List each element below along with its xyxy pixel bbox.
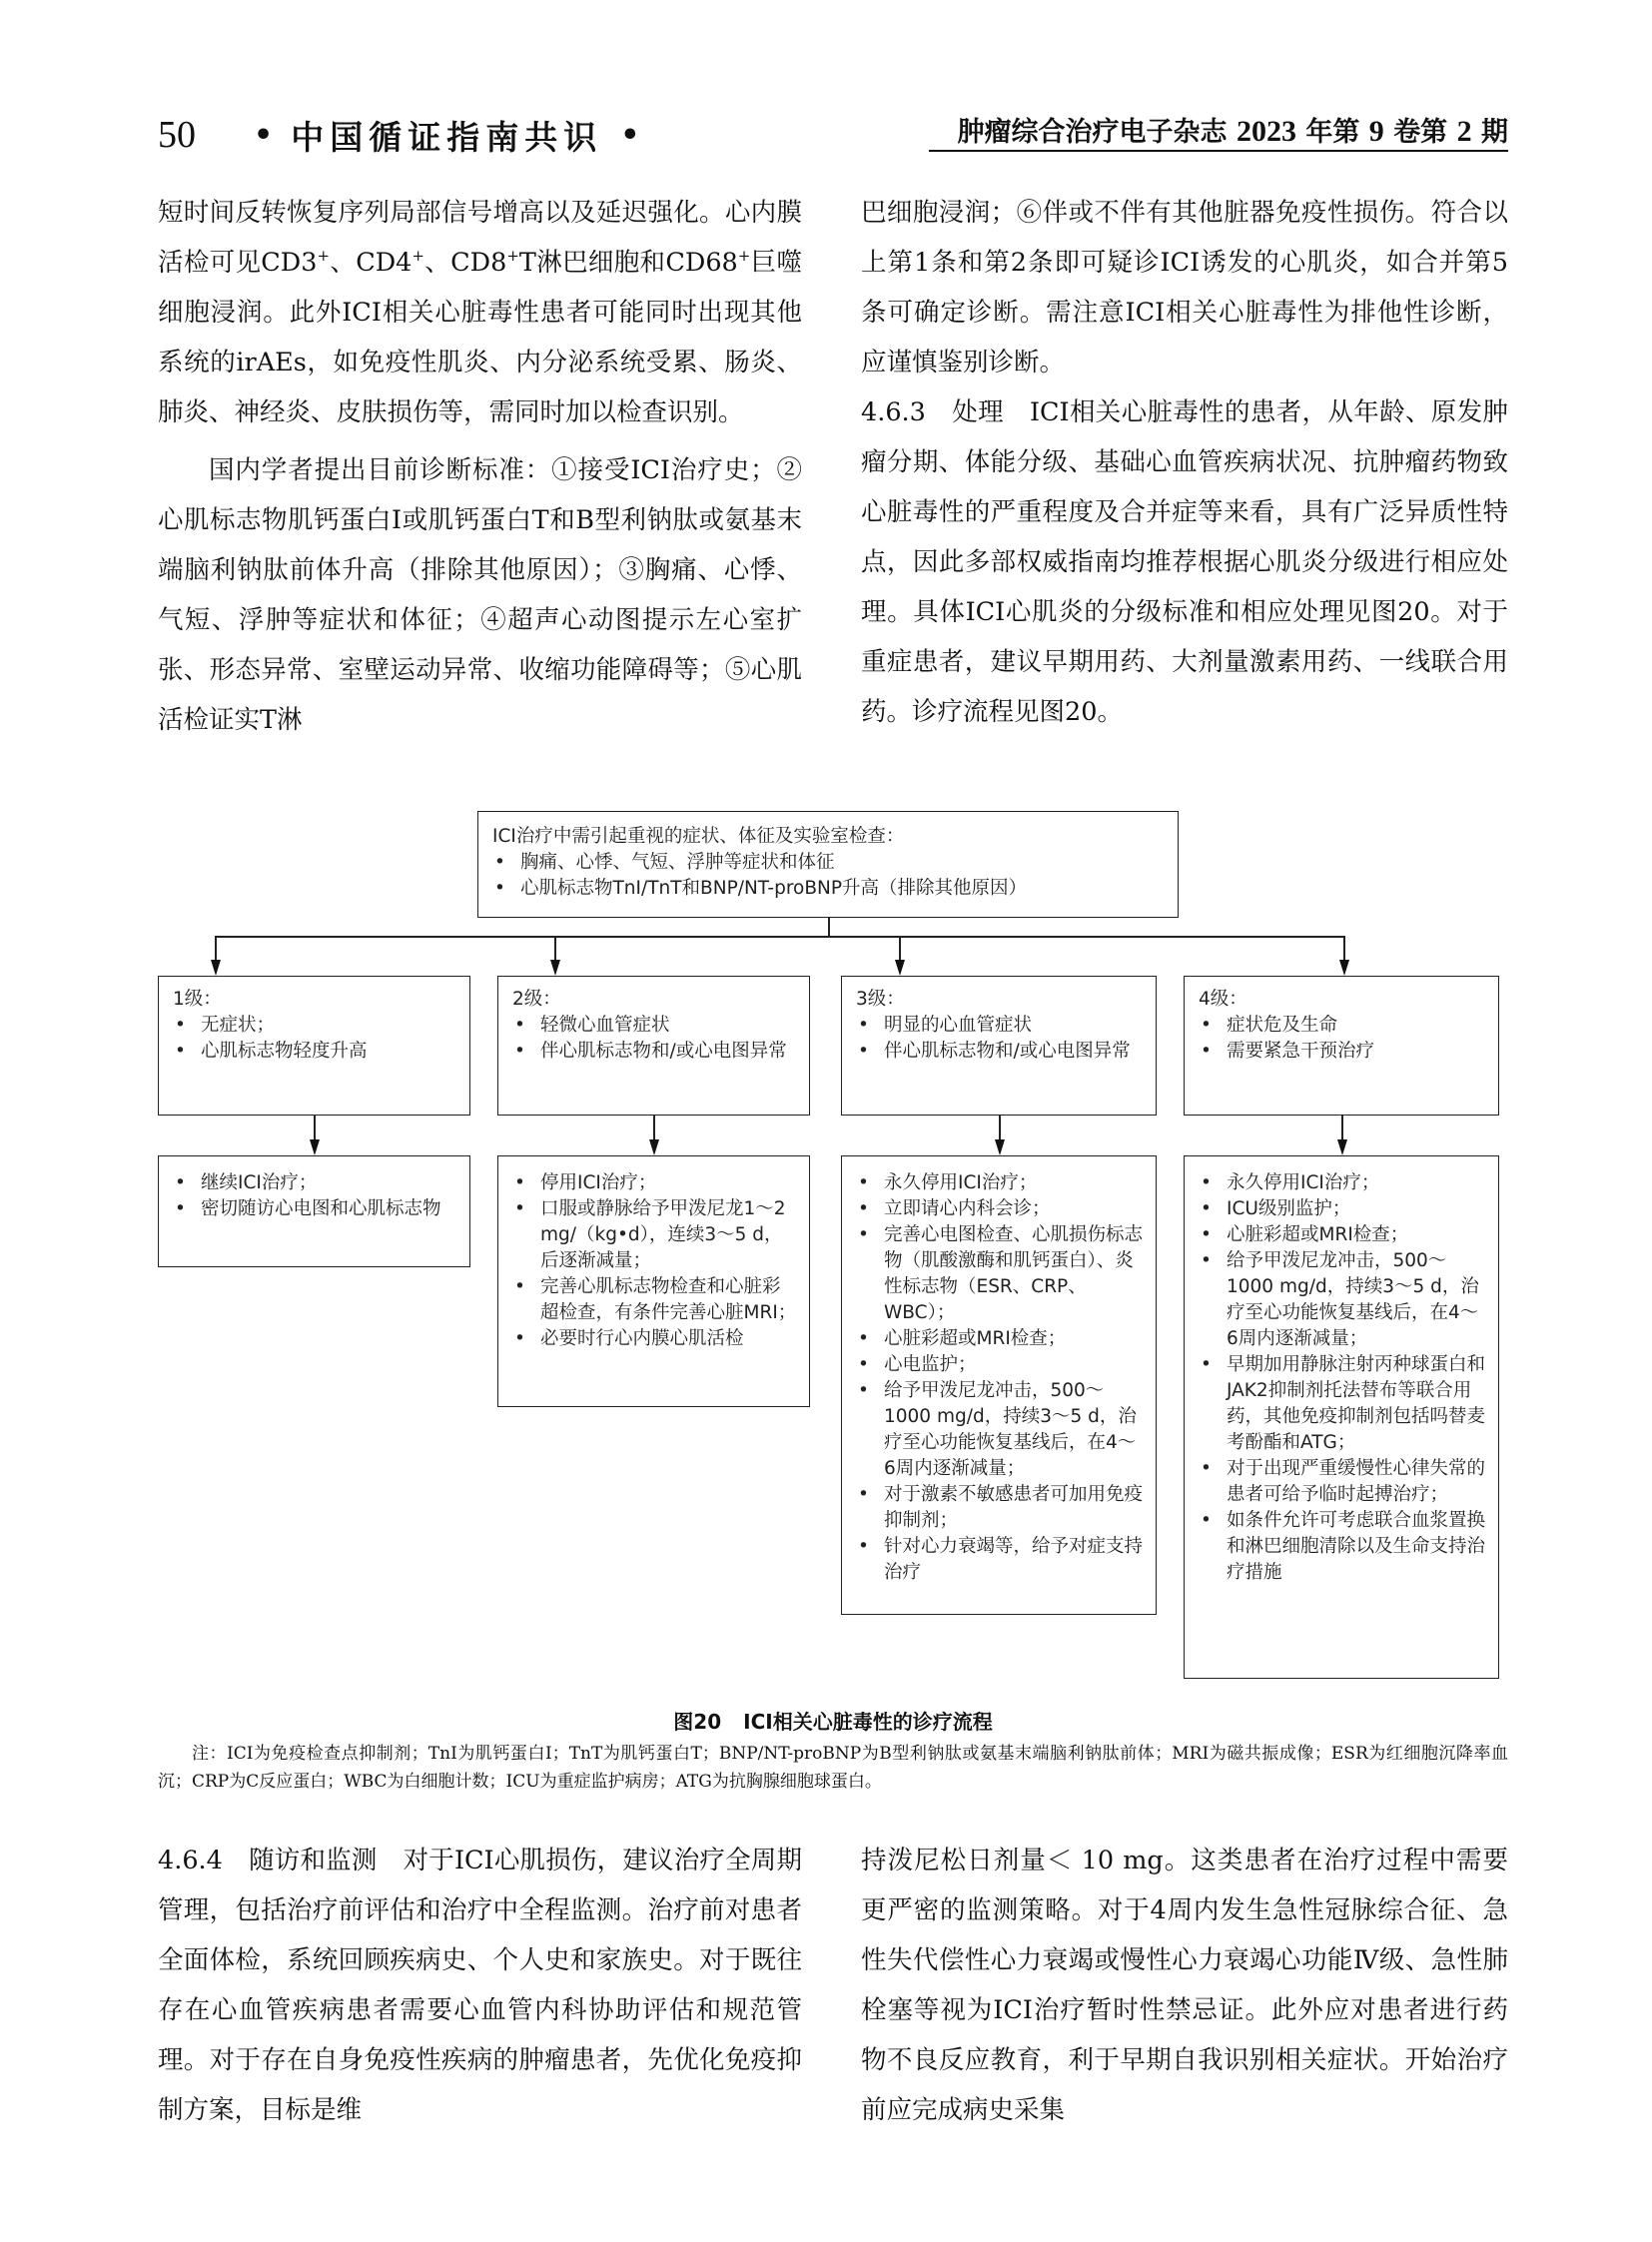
section-title: 处理: [951, 397, 1004, 427]
text: T淋巴细胞和CD68: [518, 248, 738, 278]
header-rule: [929, 150, 1508, 152]
list-item: • 对于出现严重缓慢性心律失常的患者可给予临时起搏治疗；: [1199, 1456, 1486, 1508]
text: 、CD4: [330, 248, 413, 278]
paragraph-diagnosis-criteria: 国内学者提出目前诊断标准：①接受ICI治疗史；②心肌标志物肌钙蛋白Ⅰ或肌钙蛋白T和B型利钠肽或氨基末端脑利钠肽前体升高（排除其他原因）；③胸痛、心悸、气短、浮肿等症状和体征；④超声心动图提示左心室扩张、形态异常、室壁运动异常、收缩功能障碍等；⑤心肌活检证实T淋: [158, 455, 802, 735]
list-item: • 完善心电图检查、心肌损伤标志物（肌酸激酶和肌钙蛋白）、炎性标志物（ESR、CRP、WBC）；: [856, 1222, 1144, 1326]
grade-box-2: [497, 976, 810, 1116]
figure-label: 图20: [673, 1710, 722, 1734]
connector-line: [314, 1116, 316, 1141]
arrow-down-icon: [649, 1139, 659, 1155]
section-number: 4.6.3: [861, 397, 926, 427]
paragraph: [158, 188, 802, 437]
journal-name: 肿瘤综合治疗电子杂志: [957, 117, 1228, 148]
series-title: 中国循证指南共识: [291, 117, 603, 157]
text: 、CD8: [423, 248, 507, 278]
connector-line: [999, 1116, 1001, 1141]
body-column-left-bottom: [158, 1836, 802, 2135]
list-item: • 无症状；: [173, 1013, 457, 1039]
list-item: • 心脏彩超或MRI检查；: [856, 1326, 1144, 1352]
list-item: • ICU级别监护；: [1199, 1196, 1486, 1222]
arrow-down-icon: [895, 960, 905, 976]
superscript: +: [317, 247, 331, 265]
arrow-down-icon: [550, 960, 560, 976]
grade-box-4: [1184, 976, 1499, 1116]
list-item: • 伴心肌标志物和/或心电图异常: [512, 1039, 797, 1065]
journal-issue: 2: [1456, 115, 1472, 148]
list-item: • 给予甲泼尼龙冲击，500～1000 mg/d，持续3～5 d，治疗至心功能恢复基线后，在4～6周内逐渐减量；: [856, 1378, 1144, 1482]
page-number: 50: [158, 114, 196, 156]
list-item: • 继续ICI治疗；: [173, 1170, 457, 1196]
section-title: 随访和监测: [248, 1846, 378, 1875]
connector-line: [1341, 1116, 1343, 1141]
list-item: • 心电监护；: [856, 1352, 1144, 1378]
text: 巨噬细胞浸润。此外ICI相关心脏毒性患者可能同时出现其他系统的irAEs，如免疫性肌炎、内分泌系统受累、肠炎、肺炎、神经炎、皮肤损伤等，需同时加以检查识别。: [158, 248, 802, 427]
flowchart-top-box: [477, 811, 1179, 918]
list-item: • 心脏彩超或MRI检查；: [1199, 1222, 1486, 1248]
journal-issue-unit: 期: [1481, 117, 1508, 148]
list-item: • 如条件允许可考虑联合血浆置换和淋巴细胞清除以及生命支持治疗措施: [1199, 1508, 1486, 1586]
list-item: • 给予甲泼尼龙冲击，500～1000 mg/d，持续3～5 d，治疗至心功能恢复基线后，在4～6周内逐渐减量；: [1199, 1248, 1486, 1352]
treatment-box-grade-4: [1184, 1155, 1499, 1679]
list-item: • 永久停用ICI治疗；: [1199, 1170, 1486, 1196]
running-header-left: [158, 110, 657, 160]
grade-heading: 1级：: [173, 989, 222, 1010]
list-item: • 早期加用静脉注射丙种球蛋白和JAK2抑制剂托法替布等联合用药，其他免疫抑制剂包括吗替麦考酚酯和ATG；: [1199, 1352, 1486, 1456]
list-item: • 完善心肌标志物检查和心脏彩超检查，有条件完善心脏MRI；: [512, 1274, 797, 1326]
list-item: • 密切随访心电图和心肌标志物: [173, 1196, 457, 1222]
top-box-heading: ICI治疗中需引起重视的症状、体征及实验室检查：: [492, 826, 905, 847]
list-item: • 口服或静脉给予甲泼尼龙1～2 mg/（kg•d），连续3～5 d，后逐渐减量；: [512, 1196, 797, 1274]
paragraph: 巴细胞浸润；⑥伴或不伴有其他脏器免疫性损伤。符合以上第1条和第2条即可疑诊ICI诱发的心肌炎，如合并第5条可确定诊断。需注意ICI相关心脏毒性为排他性诊断，应谨慎鉴别诊断。: [861, 198, 1508, 377]
grade-heading: 4级：: [1199, 989, 1247, 1010]
body-column-right-bottom: [861, 1836, 1508, 2135]
arrow-down-icon: [1337, 1139, 1347, 1155]
grade-box-3: [841, 976, 1157, 1116]
superscript: +: [737, 247, 751, 265]
superscript: +: [506, 247, 519, 265]
connector-line: [899, 936, 901, 962]
list-item: • 心肌标志物TnI/TnT和BNP/NT-proBNP升高（排除其他原因）: [492, 876, 1166, 902]
connector-line: [828, 918, 830, 937]
list-item: • 针对心力衰竭等，给予对症支持治疗: [856, 1534, 1144, 1586]
list-item: • 心肌标志物轻度升高: [173, 1039, 457, 1065]
grade-box-1: [158, 976, 470, 1116]
treatment-box-grade-3: [841, 1155, 1157, 1615]
arrow-down-icon: [995, 1139, 1005, 1155]
grade-heading: 3级：: [856, 989, 905, 1010]
paragraph: 持泼尼松日剂量＜ 10 mg。这类患者在治疗过程中需要更严密的监测策略。对于4周内发生急性冠脉综合征、急性失代偿性心力衰竭或慢性心力衰竭心功能Ⅳ级、急性肺栓塞等视为ICI治疗暂时性禁忌证。此外应对患者进行药物不良反应教育，利于早期自我识别相关症状。开始治疗前应完成病史采集: [861, 1846, 1508, 2125]
arrow-down-icon: [211, 960, 221, 976]
superscript: +: [412, 247, 424, 265]
connector-line: [653, 1116, 655, 1141]
list-item: • 必要时行心内膜心肌活检: [512, 1326, 797, 1352]
connector-line: [554, 936, 556, 962]
figure-note: 注：ICI为免疫检查点抑制剂；TnI为肌钙蛋白I；TnT为肌钙蛋白T；BNP/NT-proBNP为B型利钠肽或氨基末端脑利钠肽前体；MRI为磁共振成像；ESR为红细胞沉降率血沉；CRP为C反应蛋白；WBC为白细胞计数；ICU为重症监护病房；ATG为抗胸腺细胞球蛋白。: [158, 1744, 1508, 1792]
list-item: • 症状危及生命: [1199, 1013, 1486, 1039]
section-4-6-4: [158, 1836, 802, 2135]
section-number: 4.6.4: [158, 1846, 223, 1875]
text: 短时间反转恢复序列局部信号增高以及延迟强化。心内膜活检可见CD3: [158, 198, 802, 278]
journal-volume: 9: [1368, 115, 1384, 148]
list-item: • 需要紧急干预治疗: [1199, 1039, 1486, 1065]
list-item: • 明显的心血管症状: [856, 1013, 1144, 1039]
list-item: • 立即请心内科会诊；: [856, 1196, 1144, 1222]
figure-title: ICI相关心脏毒性的诊疗流程: [743, 1710, 993, 1734]
list-item: • 对于激素不敏感患者可加用免疫抑制剂；: [856, 1482, 1144, 1534]
journal-year-unit: 年第: [1305, 117, 1360, 148]
journal-header: [929, 110, 1508, 149]
list-item: • 永久停用ICI治疗；: [856, 1170, 1144, 1196]
connector-line: [215, 936, 1344, 938]
bullet-icon: •: [254, 117, 274, 153]
section-text: ICI相关心脏毒性的患者，从年龄、原发肿瘤分期、体能分级、基础心血管疾病状况、抗肿瘤药物致心脏毒性的严重程度及合并症等来看，具有广泛异质性特点，因此多部权威指南均推荐根据心肌炎分级进行相应处理。具体ICI心肌炎的分级标准和相应处理见图20。对于重症患者，建议早期用药、大剂量激素用药、一线联合用药。诊疗流程见图20。: [861, 397, 1508, 727]
bullet-icon: •: [620, 117, 640, 153]
connector-line: [215, 936, 217, 962]
list-item: • 轻微心血管症状: [512, 1013, 797, 1039]
connector-line: [1343, 936, 1345, 962]
journal-volume-unit: 卷第: [1393, 117, 1448, 148]
section-text: 对于ICI心肌损伤，建议治疗全周期管理，包括治疗前评估和治疗中全程监测。治疗前对患者全面体检，系统回顾疾病史、个人史和家族史。对于既往存在心血管疾病患者需要心血管内科协助评估和规范管理。对于存在自身免疫性疾病的肿瘤患者，先优化免疫抑制方案，目标是维: [158, 1846, 802, 2125]
arrow-down-icon: [310, 1139, 320, 1155]
arrow-down-icon: [1339, 960, 1349, 976]
list-item: • 停用ICI治疗；: [512, 1170, 797, 1196]
list-item: • 伴心肌标志物和/或心电图异常: [856, 1039, 1144, 1065]
body-column-right-top: [861, 188, 1508, 737]
journal-year: 2023: [1236, 115, 1296, 148]
treatment-box-grade-2: [497, 1155, 810, 1407]
section-4-6-3: [861, 387, 1508, 737]
list-item: • 胸痛、心悸、气短、浮肿等症状和体征: [492, 850, 1166, 876]
grade-heading: 2级：: [512, 989, 561, 1010]
body-column-left-top: [158, 188, 802, 745]
figure-caption: [158, 1706, 1508, 1735]
treatment-box-grade-1: [158, 1155, 470, 1267]
